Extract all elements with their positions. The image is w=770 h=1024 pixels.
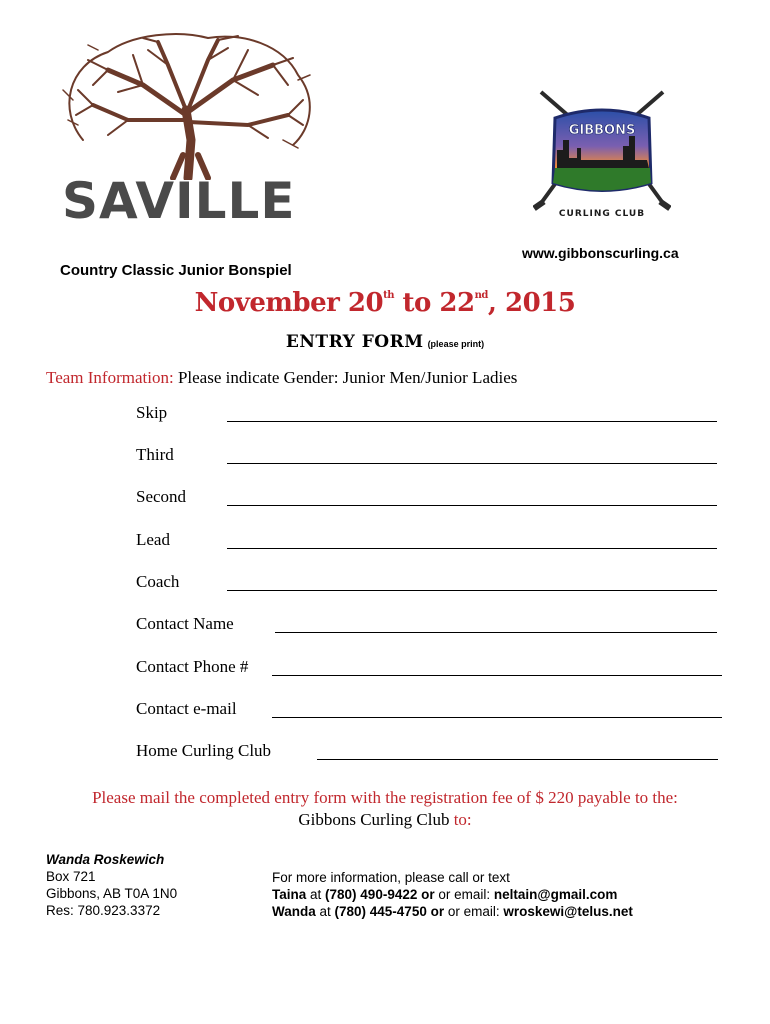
lead-label: Lead	[136, 530, 170, 549]
form-title: ENTRY FORM	[285, 332, 424, 352]
payee-line	[0, 810, 770, 830]
contact-person-name: Wanda Roskewich	[46, 852, 165, 867]
form-note: (please print)	[427, 339, 485, 349]
lead-field[interactable]	[227, 548, 717, 549]
contact-phone-field[interactable]	[272, 675, 722, 676]
info-phone: (780) 445-4750	[334, 904, 427, 919]
saville-logo-text: SAVILLE	[62, 172, 296, 230]
event-name: Country Classic Junior Bonspiel	[60, 262, 292, 279]
website-link[interactable]: www.gibbonscurling.ca	[522, 245, 679, 261]
more-info	[272, 869, 633, 920]
team-info-label: Team Information:	[46, 368, 174, 387]
info-row-taina	[272, 886, 633, 903]
gibbons-logo-text: GIBBONS	[568, 123, 636, 138]
date-start: November 20	[194, 288, 384, 318]
residence-phone: Res: 780.923.3372	[46, 903, 161, 918]
info-or: or	[417, 887, 435, 902]
payee-club: Gibbons Curling Club	[298, 810, 450, 829]
home-club-field[interactable]	[317, 759, 718, 760]
date-end-suffix: nd	[474, 290, 488, 301]
second-label: Second	[136, 487, 187, 506]
info-email[interactable]: neltain@gmail.com	[493, 887, 618, 902]
info-intro: For more information, please call or text	[272, 870, 510, 885]
date-start-suffix: th	[383, 290, 394, 301]
entry-form-heading	[0, 332, 770, 352]
contact-phone-label: Contact Phone #	[136, 657, 249, 676]
address-city: Gibbons, AB T0A 1N0	[46, 886, 178, 901]
curling-club-logo-text: CURLING CLUB	[558, 209, 646, 219]
info-phone: (780) 490-9422	[325, 887, 418, 902]
mailing-address	[46, 851, 177, 919]
info-email-label: or email:	[444, 904, 504, 919]
address-box: Box 721	[46, 869, 96, 884]
date-end: , 2015	[487, 288, 576, 318]
contact-email-label: Contact e-mail	[136, 699, 237, 718]
info-or: or	[426, 904, 445, 919]
info-at: at	[315, 904, 335, 919]
home-club-label: Home Curling Club	[136, 741, 272, 760]
payee-to: to:	[449, 810, 472, 829]
third-field[interactable]	[227, 463, 717, 464]
event-date	[0, 288, 770, 318]
skip-field[interactable]	[227, 421, 717, 422]
coach-label: Coach	[136, 572, 180, 591]
skip-label: Skip	[136, 403, 168, 422]
tree-icon	[48, 30, 338, 180]
curling-stone-icon	[533, 88, 671, 223]
gibbons-curling-logo	[533, 88, 671, 223]
third-label: Third	[136, 445, 174, 464]
info-name: Wanda	[272, 904, 316, 919]
date-middle: to 22	[393, 288, 475, 318]
contact-name-label: Contact Name	[136, 614, 234, 633]
info-email[interactable]: wroskewi@telus.net	[503, 904, 633, 919]
gender-instruction: Please indicate Gender: Junior Men/Junior Ladies	[177, 368, 518, 387]
coach-field[interactable]	[227, 590, 717, 591]
team-information	[46, 368, 517, 388]
info-at: at	[306, 887, 326, 902]
contact-email-field[interactable]	[272, 717, 722, 718]
info-row-wanda	[272, 903, 633, 920]
second-field[interactable]	[227, 505, 717, 506]
info-name: Taina	[272, 887, 307, 902]
mail-instructions: Please mail the completed entry form with the registration fee of $ 220 payable to the:	[92, 788, 678, 807]
contact-name-field[interactable]	[275, 632, 717, 633]
info-email-label: or email:	[434, 887, 494, 902]
